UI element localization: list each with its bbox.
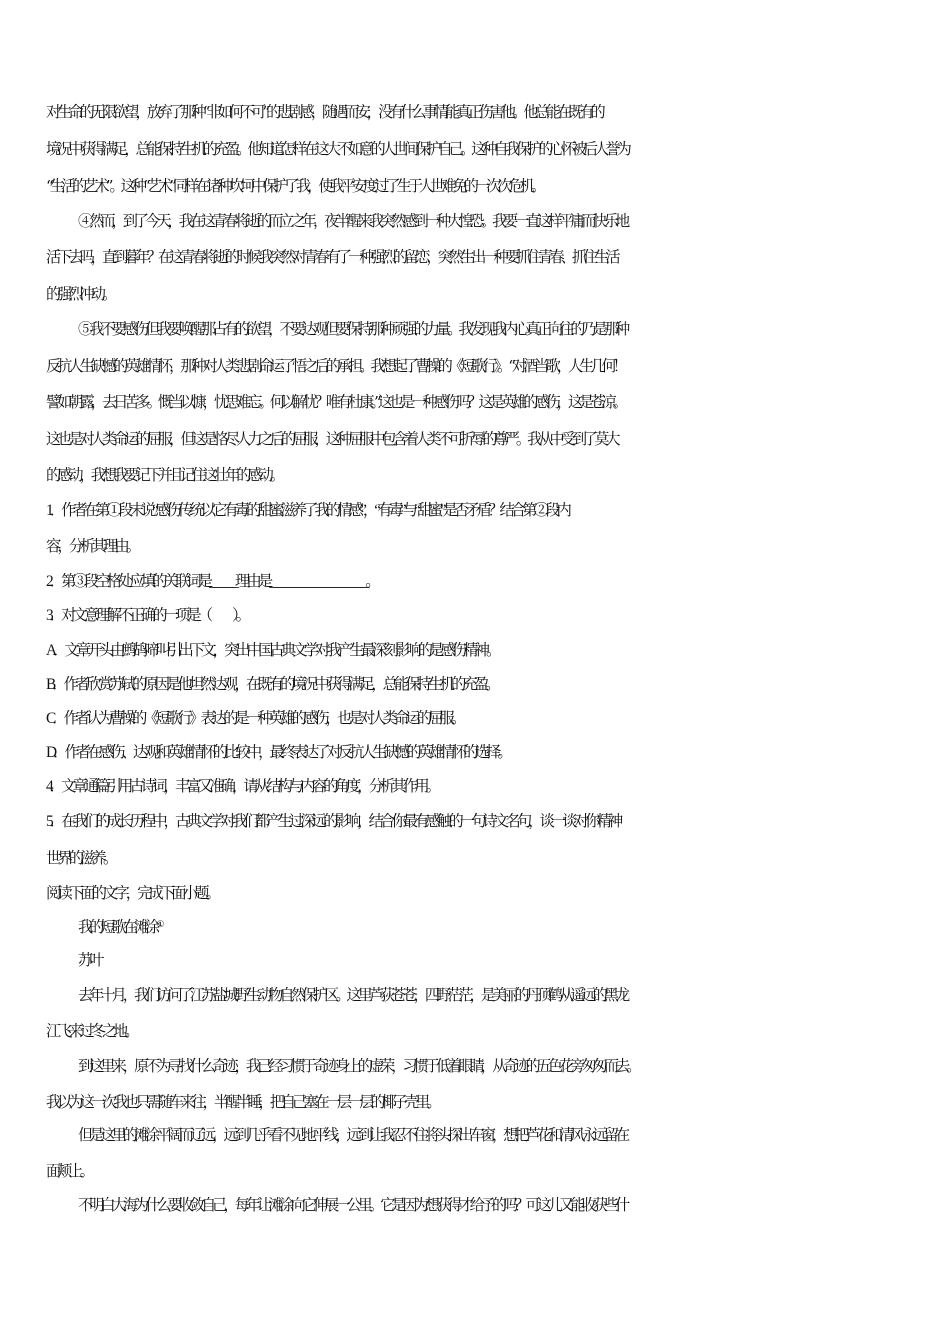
paragraph-line: 去年十月，我们访问了江苏盐城野生动物自然保护区。这里芦荻苍苍，四野茫茫，是美丽的丹顶鹤从遥远的黑龙	[78, 986, 627, 1004]
paragraph-line: 对生命的无限欲望，放弃了那种“非如何不可”的悲剧感，随遇而安，没有什么事情能真正伤害他。他总能在既有的	[46, 103, 602, 121]
question-1: 1．作者在第①段末说“感伤传统以它有毒的甜蜜滋养了我的情感”，“有毒”与“甜蜜”是否矛盾？结合第②段内	[46, 502, 568, 519]
paragraph-line: 反抗人生缺憾的英雄情怀，那种对人类悲剧命运了悟之后的承担。我想起了曹操的《短歌行》。“对酒当歌，人生几何！	[46, 357, 624, 375]
paragraph-line: 到这里来，原不为寻找什么奇迹，我已经习惯于奇迹身上的虚荣，习惯于低着眼睛，从奇迹的五色花旁匆匆而去。	[78, 1057, 638, 1075]
question-2: 2．第③段空格处应填的关联词是_______理由是__________________________。	[46, 573, 377, 590]
paragraph-line: 但是这里的滩涂平阔而辽远，远到几乎看不见地平线，远到让我忍不住将头探出车窗，想把芦花和清风永远留在	[78, 1126, 627, 1144]
paragraph-line: “生活的艺术”。这种“艺术”同样在诸种坎坷中保护了我，使我平安度过了生于人世难免的一次次危机。	[46, 177, 543, 195]
paragraph-line: 的强烈冲动。	[46, 285, 114, 303]
article-title	[0, 913, 950, 941]
option-b: B．作者欣赏苏轼的原因是他坦然达观，在既有的境况中获得满足，总能保持生机的充盈。	[46, 676, 497, 693]
reading-instruction: 阅读下面的文字，完成下面小题。	[46, 885, 217, 902]
question-1-continued: 容，分析其理由。	[46, 538, 138, 555]
question-5: 5．在我们的成长历程中，古典文学对我们都产生过深远的影响，结合你最有感触的一句诗文名句，谈一谈对你精神	[46, 813, 620, 830]
paragraph-line: 活下去吗，直到暮年？在这青春将逝的时候我突然对青春有了一种强烈的留恋，突然生出一种要抓住青春、抓住生活	[46, 248, 617, 266]
paragraph-line: 我以为这一次我也只需随车来往，半醒半睡，把自己塞在一层一层的椰子壳里。	[46, 1093, 438, 1111]
option-d: D．作者在感伤、达观和英雄情怀的比较中，最终表达了对反抗人生缺憾的英雄情怀的选择。	[46, 744, 509, 761]
question-5-continued: 世界的滋养。	[46, 850, 115, 867]
option-c: C．作者认为曹操的《短歌行》表达的是一种英雄的感伤，也是对人类命运的屈服。	[46, 710, 463, 727]
paragraph-4-first-line: ④然而，到了今天，我在这青春将逝的而立之年，夜半醒来我突然感到一种大惶恐。我要一直这样平庸而快乐地	[78, 212, 627, 230]
question-4: 4．文章通篇引用古诗词，丰富又准确，请从结构与内容的角度，分析其作用。	[46, 778, 437, 795]
paragraph-line: 的感动，我想我要记下并且记住这壮年的感动。	[46, 466, 281, 484]
paragraph-line: 这也是对人类命运的屈服，但这是恪尽人力之后的屈服，这种屈服中包含着人类不可折辱的尊严。我从中受到了莫大	[46, 430, 617, 448]
footnote-marker: ①	[156, 920, 161, 930]
article-author: 苏叶	[78, 951, 101, 969]
option-a: A．文章开头由鹧鸪啼叫引出下文，突出中国古典文学对我产生最深刻影响的是感伤精神。	[46, 642, 498, 659]
paragraph-5-first-line: ⑤我不要感伤但我要唤醒那占有的欲望，不要达观但要保持那种顽强的力量。我发现我内心真正向往的乃是那种	[78, 320, 627, 338]
paragraph-line: 境况中获得满足，总能保持生机的充盈。他知道怎样在这大不如意的人世间保护自己。这种自我保护的心怀被后人誉为	[46, 140, 628, 158]
paragraph-line: 譬如朝露，去日苦多。慨当以慷，忧思难忘。何以解忧？唯有杜康。”这也是一种感伤吗？这是英雄的感伤，这是苍凉。	[46, 393, 624, 411]
article-title-text: 我的短歌在滩涂	[78, 918, 157, 936]
paragraph-line: 面颊上。	[46, 1162, 91, 1180]
paragraph-line: 不明白大海为什么要收敛自己，每年让滩涂向它伸展一公里。它是因为想获得才给予的吗？可这儿又能收获些什	[78, 1196, 627, 1214]
paragraph-line: 江飞来过冬之地。	[46, 1022, 136, 1040]
question-3: 3．对文意理解不正确的一项是（ ）。	[46, 607, 248, 624]
